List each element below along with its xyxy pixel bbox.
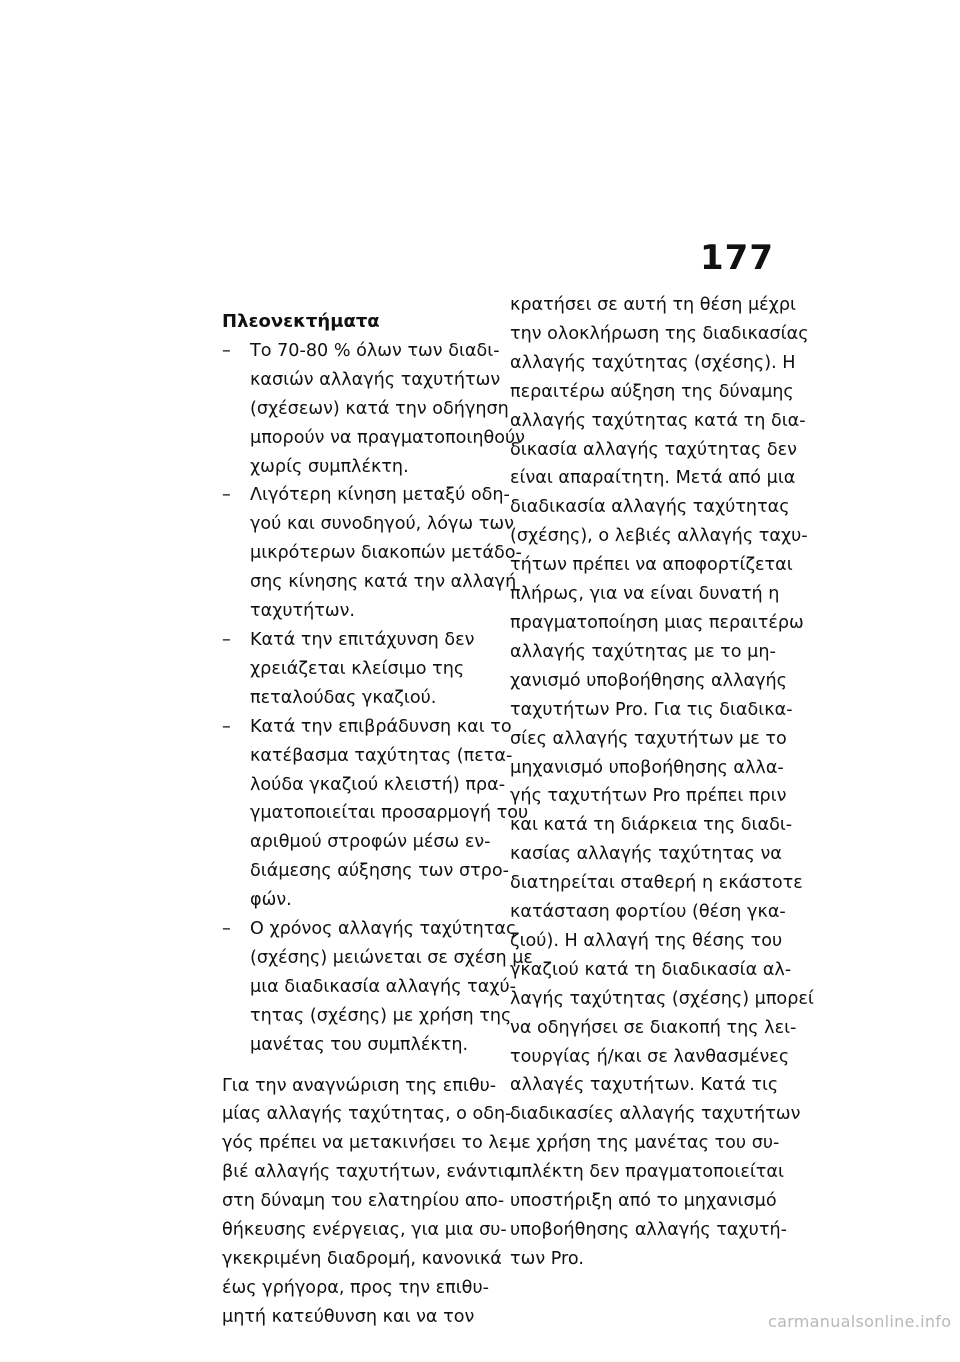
right-column bbox=[510, 291, 814, 1274]
text-line: και κατά τη διάρκεια της διαδι- bbox=[510, 815, 793, 836]
text-line: τητας (σχέσης) με χρήση της bbox=[250, 1005, 512, 1026]
text-line: κατάσταση φορτίου (θέση γκα- bbox=[510, 902, 786, 923]
text-line: διάμεσης αύξησης των στρο- bbox=[250, 861, 509, 882]
text-line: (σχέσης), ο λεβιές αλλαγής ταχυ- bbox=[510, 526, 808, 547]
text-line: μηχανισμό υποβοήθησης αλλα- bbox=[510, 757, 784, 778]
text-line: με χρήση της μανέτας του συ- bbox=[510, 1133, 780, 1154]
text-line: κατέβασμα ταχύτητας (πετα- bbox=[250, 745, 513, 766]
text-line: δικασία αλλαγής ταχύτητας δεν bbox=[510, 439, 797, 460]
text-line: υποβοήθησης αλλαγής ταχυτή- bbox=[510, 1220, 787, 1240]
text-line: έως γρήγορα, προς την επιθυ- bbox=[222, 1277, 489, 1298]
text-line: θήκευσης ενέργειας, για μια συ- bbox=[222, 1220, 507, 1241]
text-line: λούδα γκαζιού κλειστή) πρα- bbox=[250, 774, 506, 795]
text-line: κρατήσει σε αυτή τη θέση μέχρι bbox=[510, 295, 796, 315]
text-line: λαγής ταχύτητας (σχέσης) μπορεί bbox=[510, 988, 814, 1009]
text-line: γός πρέπει να μετακινήσει το λε- bbox=[222, 1133, 515, 1154]
text-line: – Το 70-80 % όλων των διαδι- bbox=[250, 340, 500, 361]
list-item bbox=[222, 337, 526, 482]
text-line: πλήρως, για να είναι δυνατή η bbox=[510, 584, 780, 605]
text-line: γκεκριμένη διαδρομή, κανονικά bbox=[222, 1249, 502, 1269]
text-line: στη δύναμη του ελατηρίου απο- bbox=[222, 1191, 505, 1212]
text-line: βιέ αλλαγής ταχυτήτων, ενάντια bbox=[222, 1162, 516, 1183]
text-line: είναι απαραίτητη. Μετά από μια bbox=[510, 468, 796, 489]
left-column bbox=[222, 308, 533, 1332]
text-line: σίες αλλαγής ταχυτήτων με το bbox=[510, 728, 787, 749]
body-paragraph bbox=[222, 1072, 516, 1332]
body-paragraph bbox=[510, 291, 814, 1274]
text-line: διατηρείται σταθερή η εκάστοτε bbox=[510, 873, 803, 894]
text-line: ταχυτήτων Pro. Για τις διαδικα- bbox=[510, 699, 793, 720]
list-item bbox=[222, 713, 529, 915]
section-heading: Πλεονεκτήματα bbox=[222, 311, 380, 332]
text-line: πραγματοποίηση μιας περαιτέρω bbox=[510, 612, 804, 633]
text-line: τουργίας ή/και σε λανθασμένες bbox=[510, 1046, 790, 1067]
text-line: φών. bbox=[250, 890, 292, 911]
text-line: χρειάζεται κλείσιμο της bbox=[250, 658, 465, 679]
text-line: μικρότερων διακοπών μετάδο- bbox=[250, 543, 522, 564]
text-line: γματοποιείται προσαρμογή του bbox=[250, 803, 529, 824]
text-line: αλλαγής ταχύτητας κατά τη δια- bbox=[510, 410, 806, 431]
text-line: ζιού). Η αλλαγή της θέσης του bbox=[510, 930, 783, 951]
text-line: μίας αλλαγής ταχύτητας, ο οδη- bbox=[222, 1104, 512, 1125]
text-line: την ολοκλήρωση της διαδικασίας bbox=[510, 323, 809, 344]
text-line: τήτων πρέπει να αποφορτίζεται bbox=[510, 555, 793, 576]
text-line: χανισμό υποβοήθησης αλλαγής bbox=[510, 670, 787, 691]
watermark: carmanualsonline.info bbox=[768, 1312, 952, 1331]
list-item bbox=[222, 481, 522, 626]
text-line: υποστήριξη από το μηχανισμό bbox=[510, 1191, 777, 1212]
page-number: 177 bbox=[700, 238, 774, 278]
list-item bbox=[222, 915, 533, 1060]
text-line: – Ο χρόνος αλλαγής ταχύτητας bbox=[250, 919, 517, 940]
text-line: μια διαδικασία αλλαγής ταχύ- bbox=[250, 976, 517, 997]
text-line: κασίας αλλαγής ταχύτητας να bbox=[510, 844, 782, 865]
text-line: Για την αναγνώριση της επιθυ- bbox=[222, 1075, 497, 1096]
text-line: (σχέσεων) κατά την οδήγηση bbox=[250, 398, 509, 419]
text-line: μπορούν να πραγματοποιηθούν bbox=[250, 427, 526, 448]
text-line: κασιών αλλαγής ταχυτήτων bbox=[250, 369, 501, 390]
text-line: μανέτας του συμπλέκτη. bbox=[250, 1034, 469, 1055]
text-line: (σχέσης) μειώνεται σε σχέση με bbox=[250, 947, 533, 968]
text-line: ταχυτήτων. bbox=[250, 601, 356, 622]
text-line: πεταλούδας γκαζιού. bbox=[250, 687, 437, 708]
text-line: γκαζιού κατά τη διαδικασία αλ- bbox=[510, 959, 792, 980]
list-item bbox=[222, 626, 502, 713]
text-line: μητή κατεύθυνση και να τον bbox=[222, 1306, 475, 1327]
text-line: να οδηγήσει σε διακοπή της λει- bbox=[510, 1017, 797, 1038]
text-line: αριθμού στροφών μέσω εν- bbox=[250, 832, 491, 853]
text-line: αλλαγής ταχύτητας με το μη- bbox=[510, 641, 776, 662]
text-line: των Pro. bbox=[510, 1248, 584, 1269]
text-line: διαδικασίες αλλαγής ταχυτήτων bbox=[510, 1104, 801, 1125]
text-line: γής ταχυτήτων Pro πρέπει πριν bbox=[510, 786, 787, 807]
text-line: – Λιγότερη κίνηση μεταξύ οδη- bbox=[250, 485, 510, 506]
text-line: αλλαγές ταχυτήτων. Κατά τις bbox=[510, 1075, 779, 1096]
text-line: αλλαγής ταχύτητας (σχέσης). Η bbox=[510, 352, 796, 373]
text-line: μπλέκτη δεν πραγματοποιείται bbox=[510, 1162, 784, 1183]
text-line: γού και συνοδηγού, λόγω των bbox=[250, 514, 514, 535]
text-line: περαιτέρω αύξηση της δύναμης bbox=[510, 381, 794, 402]
text-line: – Κατά την επιβράδυνση και το bbox=[250, 716, 512, 737]
text-line: – Κατά την επιτάχυνση δεν bbox=[250, 629, 475, 650]
advantages-list bbox=[222, 337, 533, 1060]
text-line: διαδικασία αλλαγής ταχύτητας bbox=[510, 497, 790, 518]
text-line: σης κίνησης κατά την αλλαγή bbox=[250, 572, 517, 593]
text-line: χωρίς συμπλέκτη. bbox=[250, 456, 409, 477]
